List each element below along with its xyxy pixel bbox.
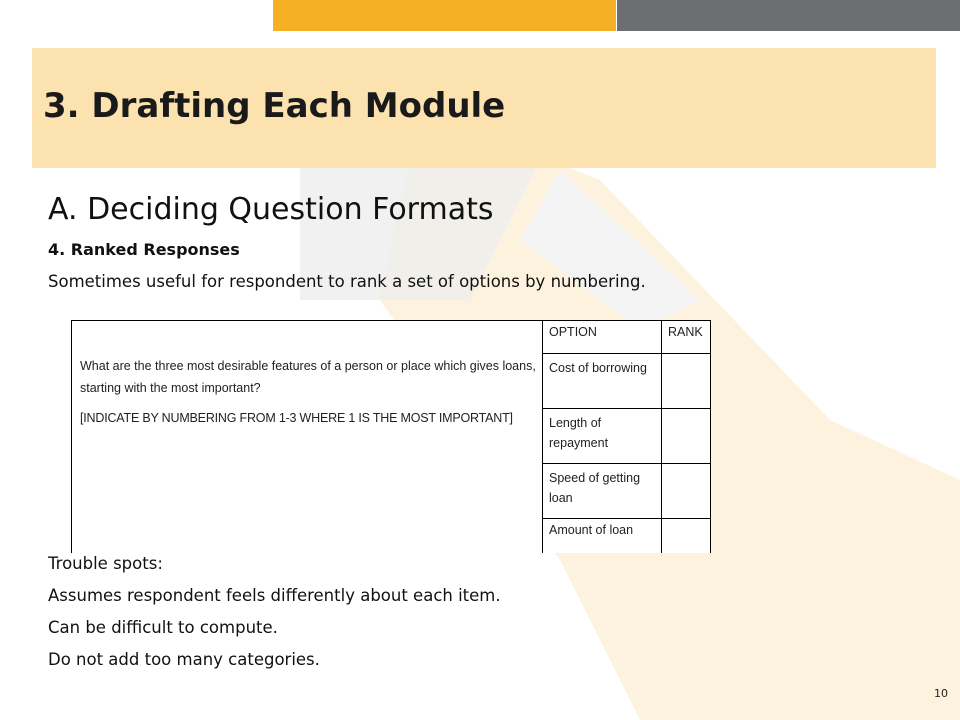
intro-text: Sometimes useful for respondent to rank a set of options by numbering. xyxy=(48,272,646,291)
table-row xyxy=(543,408,711,463)
options-grid xyxy=(543,320,711,553)
trouble-item: Can be difficult to compute. xyxy=(48,618,278,637)
top-accent-bar-orange xyxy=(273,0,616,31)
question-cell xyxy=(71,320,543,553)
option-label: Cost of borrowing xyxy=(543,353,662,408)
rank-input-cell[interactable] xyxy=(662,408,711,463)
page-number: 10 xyxy=(934,687,948,700)
slide-title: 3. Drafting Each Module xyxy=(43,86,506,126)
option-label: Amount of loan xyxy=(543,518,662,553)
title-band xyxy=(32,48,936,168)
trouble-heading: Trouble spots: xyxy=(48,554,163,573)
ranking-question-table xyxy=(71,320,711,553)
rank-input-cell[interactable] xyxy=(662,353,711,408)
trouble-item: Do not add too many categories. xyxy=(48,650,320,669)
table-row xyxy=(543,463,711,518)
header-option: OPTION xyxy=(543,320,662,353)
top-accent-bar-gray xyxy=(617,0,960,31)
trouble-item: Assumes respondent feels differently about each item. xyxy=(48,586,501,605)
rank-input-cell[interactable] xyxy=(662,463,711,518)
question-text: What are the three most desirable features of a person or place which gives loans, starting with the most important? xyxy=(80,359,536,395)
slide-subtitle: A. Deciding Question Formats xyxy=(48,192,494,227)
question-instruction: [INDICATE BY NUMBERING FROM 1-3 WHERE 1 IS THE MOST IMPORTANT] xyxy=(80,411,513,425)
option-label: Speed of getting loan xyxy=(543,463,662,518)
table-row xyxy=(543,353,711,408)
section-label: 4. Ranked Responses xyxy=(48,240,240,259)
trouble-spots xyxy=(48,548,501,676)
table-row xyxy=(543,518,711,553)
option-label: Length of repayment xyxy=(543,408,662,463)
header-rank: RANK xyxy=(662,320,711,353)
rank-input-cell[interactable] xyxy=(662,518,711,553)
table-header-row xyxy=(543,320,711,353)
